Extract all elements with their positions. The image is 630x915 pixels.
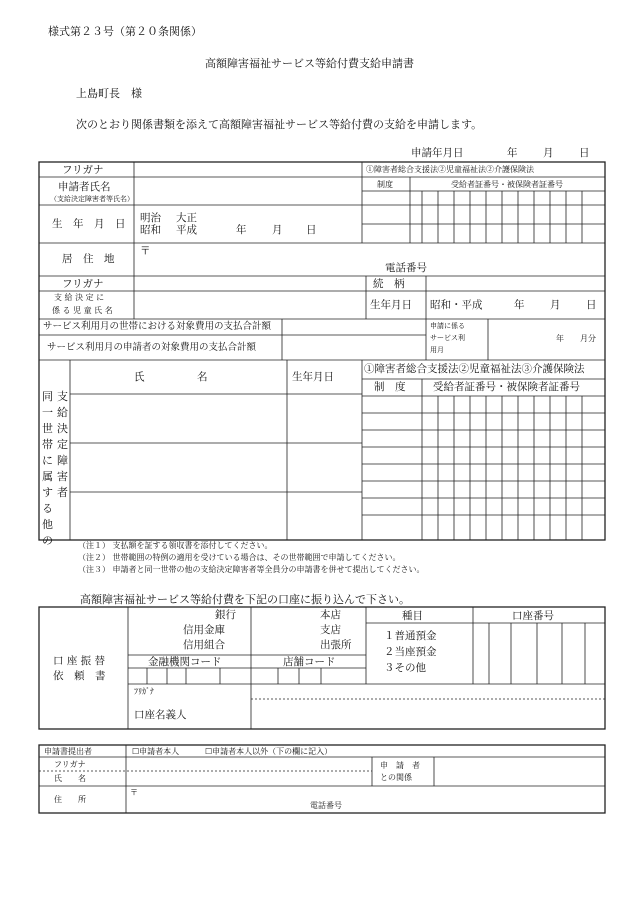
kumiai-label: 信用組合 [183, 639, 225, 651]
applicant-furigana-label: フリガナ [62, 164, 104, 176]
service-month-l1: 申請に係る [430, 322, 465, 330]
address-label: 居 住 地 [62, 253, 115, 265]
account-number-label: 口座番号 [512, 610, 554, 622]
child-era: 昭和・平成 [430, 299, 483, 311]
child-furigana-label: フリガナ [62, 278, 104, 290]
account-type-1: １普通預金 [384, 630, 437, 642]
system-label: 制度 [377, 180, 393, 189]
child-label-line2: 係 る 児 童 氏 名 [52, 306, 113, 315]
child-label-line1: 支 給 決 定 に [54, 293, 105, 302]
birth-month: 月 [272, 224, 283, 236]
sub-office-label: 出張所 [320, 639, 352, 651]
page-title: 高額障害福祉サービス等給付費支給申請書 [205, 57, 414, 70]
submitter-relation-l1: 申 請 者 [380, 761, 420, 770]
branch-label: 支店 [320, 624, 341, 636]
submitter-label: 申請書提出者 [44, 747, 92, 756]
service-month-year: 年 [556, 334, 564, 343]
submitter-relation-l2: との関係 [380, 773, 412, 782]
note-1: （注１） 支払額を証する領収書を添付してください。 [78, 541, 273, 550]
head-office-label: 本店 [320, 609, 341, 621]
transfer-label-l1: 口 座 振 替 [53, 655, 106, 667]
note-2: （注２） 世帯範囲の特例の適用を受けている場合は、その世帯範囲で申請してください。 [78, 553, 401, 562]
submitter-furigana-label: フリガナ [54, 760, 86, 769]
holder-furigana-label: ﾌﾘｶﾞﾅ [134, 687, 154, 696]
postal-mark: 〒 [140, 245, 151, 257]
birth-label: 生 年 月 日 [52, 218, 126, 230]
household-side-label-2: 支給決定障害者 [57, 390, 68, 499]
cert-number-label: 受給者証番号・被保険者証番号 [451, 180, 563, 189]
child-birth-year: 年 [514, 299, 525, 311]
household-total-label: サービス利用月の世帯における対象費用の支払合計額 [43, 321, 272, 332]
submitter-postal-mark: 〒 [130, 788, 138, 797]
child-birth-day: 日 [586, 299, 597, 311]
era-taisho: 大正 [176, 212, 197, 224]
service-month-l2: サービス利 [430, 334, 465, 342]
household-side-label: 同一世帯に属する他の [42, 390, 53, 547]
birth-day: 日 [306, 224, 317, 236]
account-type-3: ３その他 [384, 662, 426, 674]
form-number: 様式第２３号（第２０条関係） [48, 25, 202, 38]
applicant-total-label: サービス利用月の申請者の対象費用の支払合計額 [47, 342, 257, 353]
application-date-day: 日 [579, 147, 590, 159]
application-date-year: 年 [507, 147, 518, 159]
bank-code-label: 金融機関コード [148, 656, 222, 668]
service-month-l3: 用月 [430, 346, 444, 354]
bank-label: 銀行 [215, 609, 236, 621]
submitter-address-label: 住 所 [54, 795, 86, 804]
household-system: 制 度 [374, 381, 406, 393]
application-date-month: 月 [543, 147, 554, 159]
era-heisei: 平成 [176, 224, 197, 236]
household-birth-col: 生年月日 [292, 371, 334, 383]
household-name-col: 氏 名 [134, 371, 208, 383]
applicant-name-note: （支給決定障害者等氏名） [50, 195, 134, 203]
transfer-label-l2: 依 頼 書 [53, 670, 106, 682]
era-showa: 昭和 [140, 224, 161, 236]
submitter-phone-label: 電話番号 [310, 801, 342, 810]
applicant-name-label: 申請者氏名 [58, 181, 111, 193]
branch-code-label: 店舗コード [283, 656, 336, 668]
relation-label: 続 柄 [373, 278, 405, 290]
addressee: 上島町長 様 [76, 87, 142, 100]
account-type-label: 種目 [402, 610, 423, 622]
household-law-header: ①障害者総合支援法②児童福祉法③介護保険法 [364, 363, 585, 375]
note-3: （注３） 申請者と同一世帯の他の支給決定障害者等全員分の申請書を併せて提出してください。 [78, 565, 425, 574]
phone-label: 電話番号 [385, 262, 427, 274]
submitter-other-checkbox[interactable]: ☐申請者本人以外（下の欄に記入） [205, 747, 333, 756]
application-date-label: 申請年月日 [411, 147, 464, 159]
account-holder-label: 口座名義人 [134, 709, 187, 721]
account-type-2: ２当座預金 [384, 646, 437, 658]
submitter-name-label: 氏 名 [54, 774, 86, 783]
service-month-month: 月分 [580, 334, 596, 343]
household-cert-number: 受給者証番号・被保険者証番号 [433, 381, 580, 393]
transfer-heading: 高額障害福祉サービス等給付費を下記の口座に振り込んで下さい。 [80, 593, 410, 606]
intro-text: 次のとおり関係書類を添えて高額障害福祉サービス等給付費の支給を申請します。 [76, 118, 483, 131]
child-birth-label: 生年月日 [370, 299, 412, 311]
law-header: ①障害者総合支援法②児童福祉法②介護保険法 [366, 165, 534, 174]
shinkin-label: 信用金庫 [183, 624, 225, 636]
birth-year: 年 [236, 224, 247, 236]
submitter-self-checkbox[interactable]: ☐申請者本人 [132, 747, 180, 756]
era-meiji: 明治 [140, 212, 161, 224]
child-birth-month: 月 [550, 299, 561, 311]
